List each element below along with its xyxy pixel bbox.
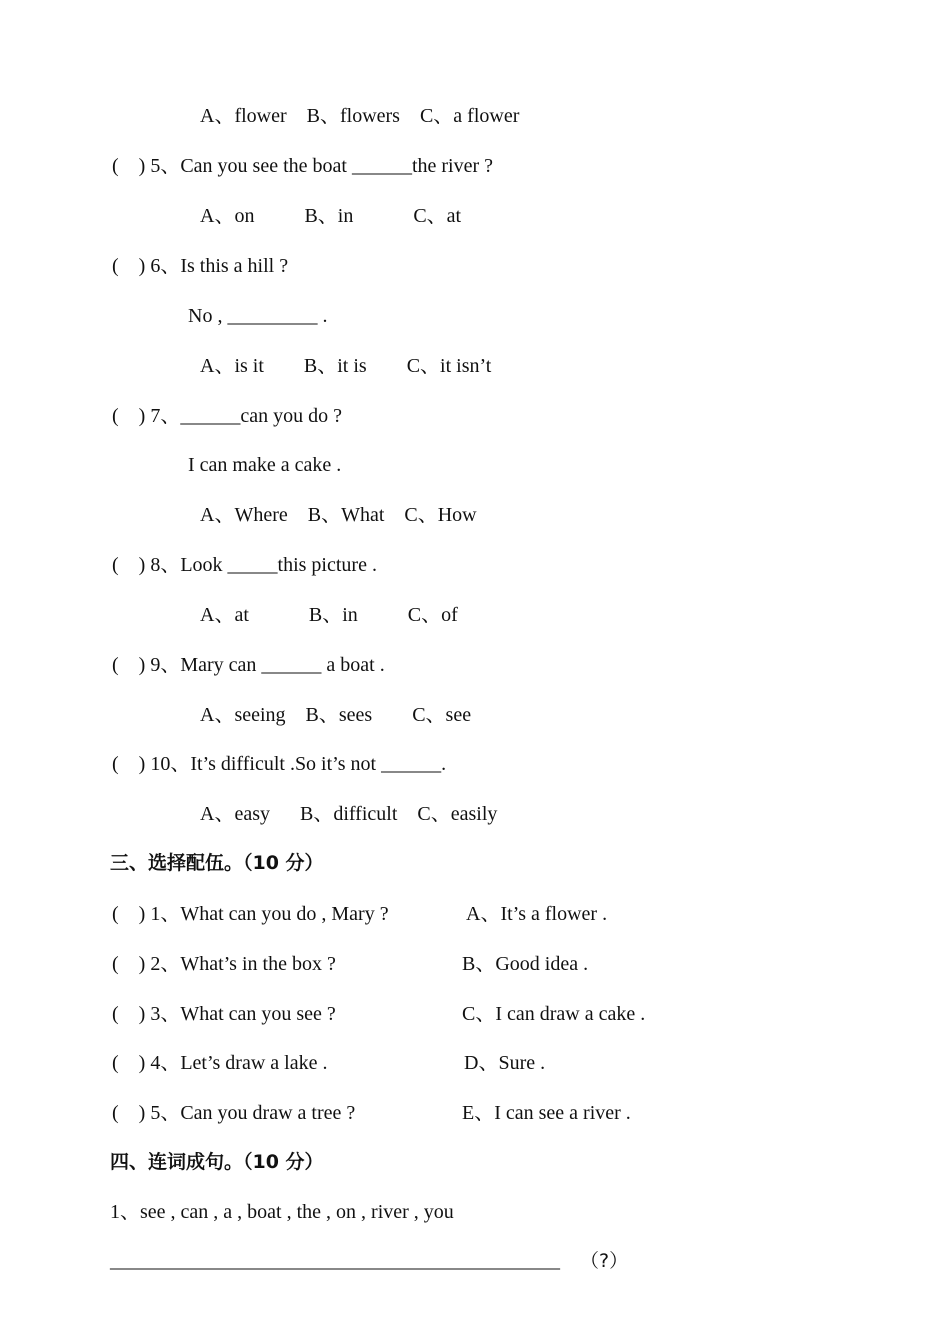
section-4-title: 四、连词成句。（10 分）: [110, 1151, 324, 1173]
match-answer-e: E、I can see a river .: [462, 1102, 631, 1124]
question-5: ( ) 5、Can you see the boat ______the river ?: [112, 155, 494, 177]
match-question-5: ( ) 5、Can you draw a tree ?: [112, 1102, 356, 1124]
match-answer-c: C、I can draw a cake .: [462, 1003, 646, 1025]
reorder-answer-suffix: （?）: [580, 1250, 629, 1272]
question-9: ( ) 9、Mary can ______ a boat .: [112, 654, 385, 676]
question-10: ( ) 10、It’s difficult .So it’s not ______.: [112, 753, 447, 775]
question-10-options: A、easy B、difficult C、easily: [200, 803, 498, 825]
question-8-options: A、at B、in C、of: [200, 604, 458, 626]
question-8: ( ) 8、Look _____this picture .: [112, 554, 377, 576]
question-5-options: A、on B、in C、at: [200, 205, 462, 227]
reorder-question-1: 1、see , can , a , boat , the , on , river , you: [110, 1201, 454, 1223]
match-question-1: ( ) 1、What can you do , Mary ?: [112, 903, 389, 925]
question-6-options: A、is it B、it is C、it isn’t: [200, 355, 492, 377]
question-6-answer: No , _________ .: [188, 305, 328, 327]
question-7: ( ) 7、______can you do ?: [112, 405, 342, 427]
question-6: ( ) 6、Is this a hill ?: [112, 255, 289, 277]
match-answer-b: B、Good idea .: [462, 953, 589, 975]
match-answer-a: A、It’s a flower .: [466, 903, 608, 925]
section-3-title: 三、选择配伍。（10 分）: [110, 852, 324, 874]
question-4-options: A、flower B、flowers C、a flower: [200, 105, 520, 127]
match-question-3: ( ) 3、What can you see ?: [112, 1003, 336, 1025]
question-7-answer: I can make a cake .: [188, 454, 342, 476]
match-question-2: ( ) 2、What’s in the box ?: [112, 953, 336, 975]
question-9-options: A、seeing B、sees C、see: [200, 704, 472, 726]
match-question-4: ( ) 4、Let’s draw a lake .: [112, 1052, 328, 1074]
reorder-answer-line: _____________________________________________: [110, 1250, 560, 1272]
match-answer-d: D、Sure .: [464, 1052, 546, 1074]
question-7-options: A、Where B、What C、How: [200, 504, 477, 526]
